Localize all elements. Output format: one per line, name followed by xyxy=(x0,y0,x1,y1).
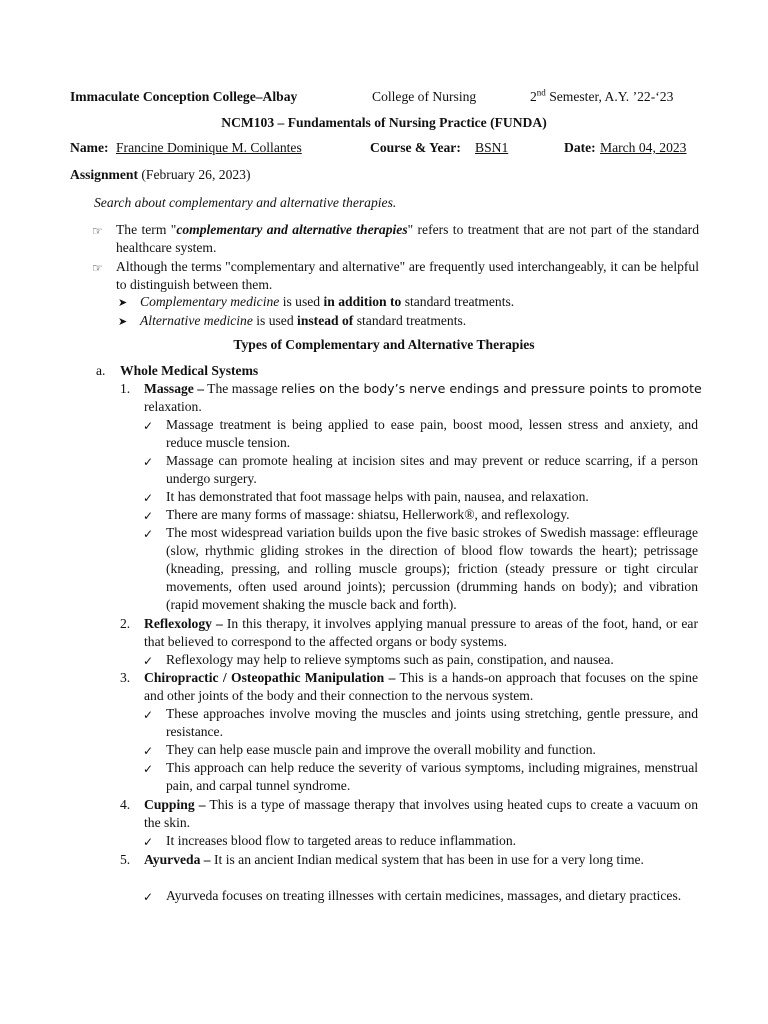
check-icon: ✓ xyxy=(143,419,154,433)
check-icon: ✓ xyxy=(143,491,154,505)
intro-paragraph-1 xyxy=(116,221,699,257)
assignment-date: (February 26, 2023) xyxy=(137,167,251,182)
intro-paragraph-2: Although the terms "complementary and alternative" are frequently used interchangeably, it can be helpful to distinguish between them. xyxy=(116,259,699,292)
alternative-term: Alternative medicine xyxy=(140,313,253,328)
chiro-bullet-1: These approaches involve moving the muscles and joints using stretching, gentle pressure, and resistance. xyxy=(166,706,698,739)
chiro-description: This is a hands-on approach that focuses on the spine and other joints of the body and their connection to the nervous system. xyxy=(144,670,698,703)
massage-bullet-3: It has demonstrated that foot massage helps with pain, nausea, and relaxation. xyxy=(166,489,589,504)
ayurveda-text xyxy=(144,851,698,869)
date-label: Date: xyxy=(564,140,596,155)
chiro-text xyxy=(144,669,698,705)
item-number: 3. xyxy=(120,670,131,685)
ayurveda-bullet-1: Ayurveda focuses on treating illnesses with certain medicines, massages, and dietary practices. xyxy=(166,888,682,903)
pointing-hand-icon: ☞ xyxy=(92,224,103,238)
check-icon: ✓ xyxy=(143,708,154,722)
check-icon: ✓ xyxy=(143,527,154,541)
check-icon: ✓ xyxy=(143,509,154,523)
chiro-bullet-2: They can help ease muscle pain and improve the overall mobility and function. xyxy=(166,742,596,757)
massage-bullet-1: Massage treatment is being applied to ease pain, boost mood, lessen stress and anxiety, and reduce muscle tension. xyxy=(166,417,698,450)
chiro-bullet-3: This approach can help reduce the severity of various symptoms, including migraines, menstrual pain, and carpal tunnel syndrome. xyxy=(166,760,698,793)
cupping-text xyxy=(144,796,698,832)
arrow-bullet-icon: ➤ xyxy=(118,315,128,328)
check-icon: ✓ xyxy=(143,455,154,469)
item-number: 4. xyxy=(120,797,131,812)
alternative-emphasis: instead of xyxy=(297,313,354,328)
complementary-end: standard treatments. xyxy=(401,294,515,309)
complementary-line xyxy=(140,293,514,311)
name-value: Francine Dominique M. Collantes xyxy=(116,140,302,155)
section-title: Whole Medical Systems xyxy=(120,363,259,378)
intro-p1-term: complementary and alternative therapies xyxy=(176,222,408,237)
check-icon: ✓ xyxy=(143,835,154,849)
massage-title: Massage – xyxy=(144,381,205,396)
complementary-text: is used xyxy=(279,294,324,309)
massage-bullet-5: The most widespread variation builds upon the five basic strokes of Swedish massage: effleurage (slow, rhythmic gliding strokes in the direction of blood flow towards the heart); petrissage (kneading, pressing, and rolling muscle groups); friction (steady pressure or tight circular movements, often used around joints); percussion (drumming hands on body); and vibration (rapid movement shaking the muscle back and forth). xyxy=(166,525,698,612)
course-title: NCM103 – Fundamentals of Nursing Practice (FUNDA) xyxy=(221,115,547,130)
pointing-hand-icon: ☞ xyxy=(92,261,103,275)
complementary-term: Complementary medicine xyxy=(140,294,280,309)
reflexology-description: In this therapy, it involves applying manual pressure to areas of the foot, hand, or ear that believed to correspond to the affected organs or body systems. xyxy=(144,616,698,649)
course-value: BSN1 xyxy=(475,140,509,155)
intro-p1-start: The term " xyxy=(116,222,177,237)
cupping-description: This is a type of massage therapy that involves using heated cups to create a vacuum on the skin. xyxy=(144,797,698,830)
alternative-line xyxy=(140,312,466,330)
massage-bullet-4: There are many forms of massage: shiatsu, Hellerwork®, and reflexology. xyxy=(166,507,570,522)
check-icon: ✓ xyxy=(143,762,154,776)
reflexology-text xyxy=(144,615,698,651)
alternative-end: standard treatments. xyxy=(353,313,467,328)
semester xyxy=(530,88,673,106)
ayurveda-title: Ayurveda – xyxy=(144,852,211,867)
check-icon: ✓ xyxy=(143,890,154,904)
assignment-instruction: Search about complementary and alternative therapies. xyxy=(94,195,397,210)
check-icon: ✓ xyxy=(143,654,154,668)
school-name: Immaculate Conception College–Albay xyxy=(70,89,298,104)
semester-number: 2 xyxy=(530,89,537,104)
chiro-title: Chiropractic / Osteopathic Manipulation – xyxy=(144,670,396,685)
semester-suffix: nd xyxy=(536,87,546,98)
types-heading: Types of Complementary and Alternative Therapies xyxy=(233,337,535,352)
name-label: Name: xyxy=(70,140,109,155)
massage-intro xyxy=(144,380,702,398)
alternative-text: is used xyxy=(252,313,298,328)
item-number: 1. xyxy=(120,381,131,396)
date-value: March 04, 2023 xyxy=(600,140,687,155)
arrow-bullet-icon: ➤ xyxy=(118,296,128,309)
college-name: College of Nursing xyxy=(372,89,477,104)
ayurveda-description: It is an ancient Indian medical system that has been in use for a very long time. xyxy=(210,852,644,867)
reflexology-bullet-1: Reflexology may help to relieve symptoms such as pain, constipation, and nausea. xyxy=(166,652,614,667)
massage-intro-continued: relaxation. xyxy=(144,399,202,414)
massage-intro-start: The massage xyxy=(204,381,282,396)
semester-text: Semester, A.Y. ’22-‘23 xyxy=(545,89,674,104)
intro-p1-end: " refers to treatment that are not part of the standard healthcare system. xyxy=(116,222,699,255)
massage-intro-rest: relies on the body’s nerve endings and pressure points to promote xyxy=(281,381,702,396)
assignment-label: Assignment xyxy=(70,167,138,182)
course-label: Course & Year: xyxy=(370,140,461,155)
item-number: 5. xyxy=(120,852,131,867)
cupping-bullet-1: It increases blood flow to targeted areas to reduce inflammation. xyxy=(166,833,517,848)
section-letter: a. xyxy=(96,363,106,378)
massage-bullet-2: Massage can promote healing at incision sites and may prevent or reduce scarring, if a person undergo surgery. xyxy=(166,453,698,486)
assignment-line xyxy=(70,166,251,184)
complementary-emphasis: in addition to xyxy=(323,294,402,309)
item-number: 2. xyxy=(120,616,131,631)
reflexology-title: Reflexology – xyxy=(144,616,223,631)
cupping-title: Cupping – xyxy=(144,797,206,812)
check-icon: ✓ xyxy=(143,744,154,758)
